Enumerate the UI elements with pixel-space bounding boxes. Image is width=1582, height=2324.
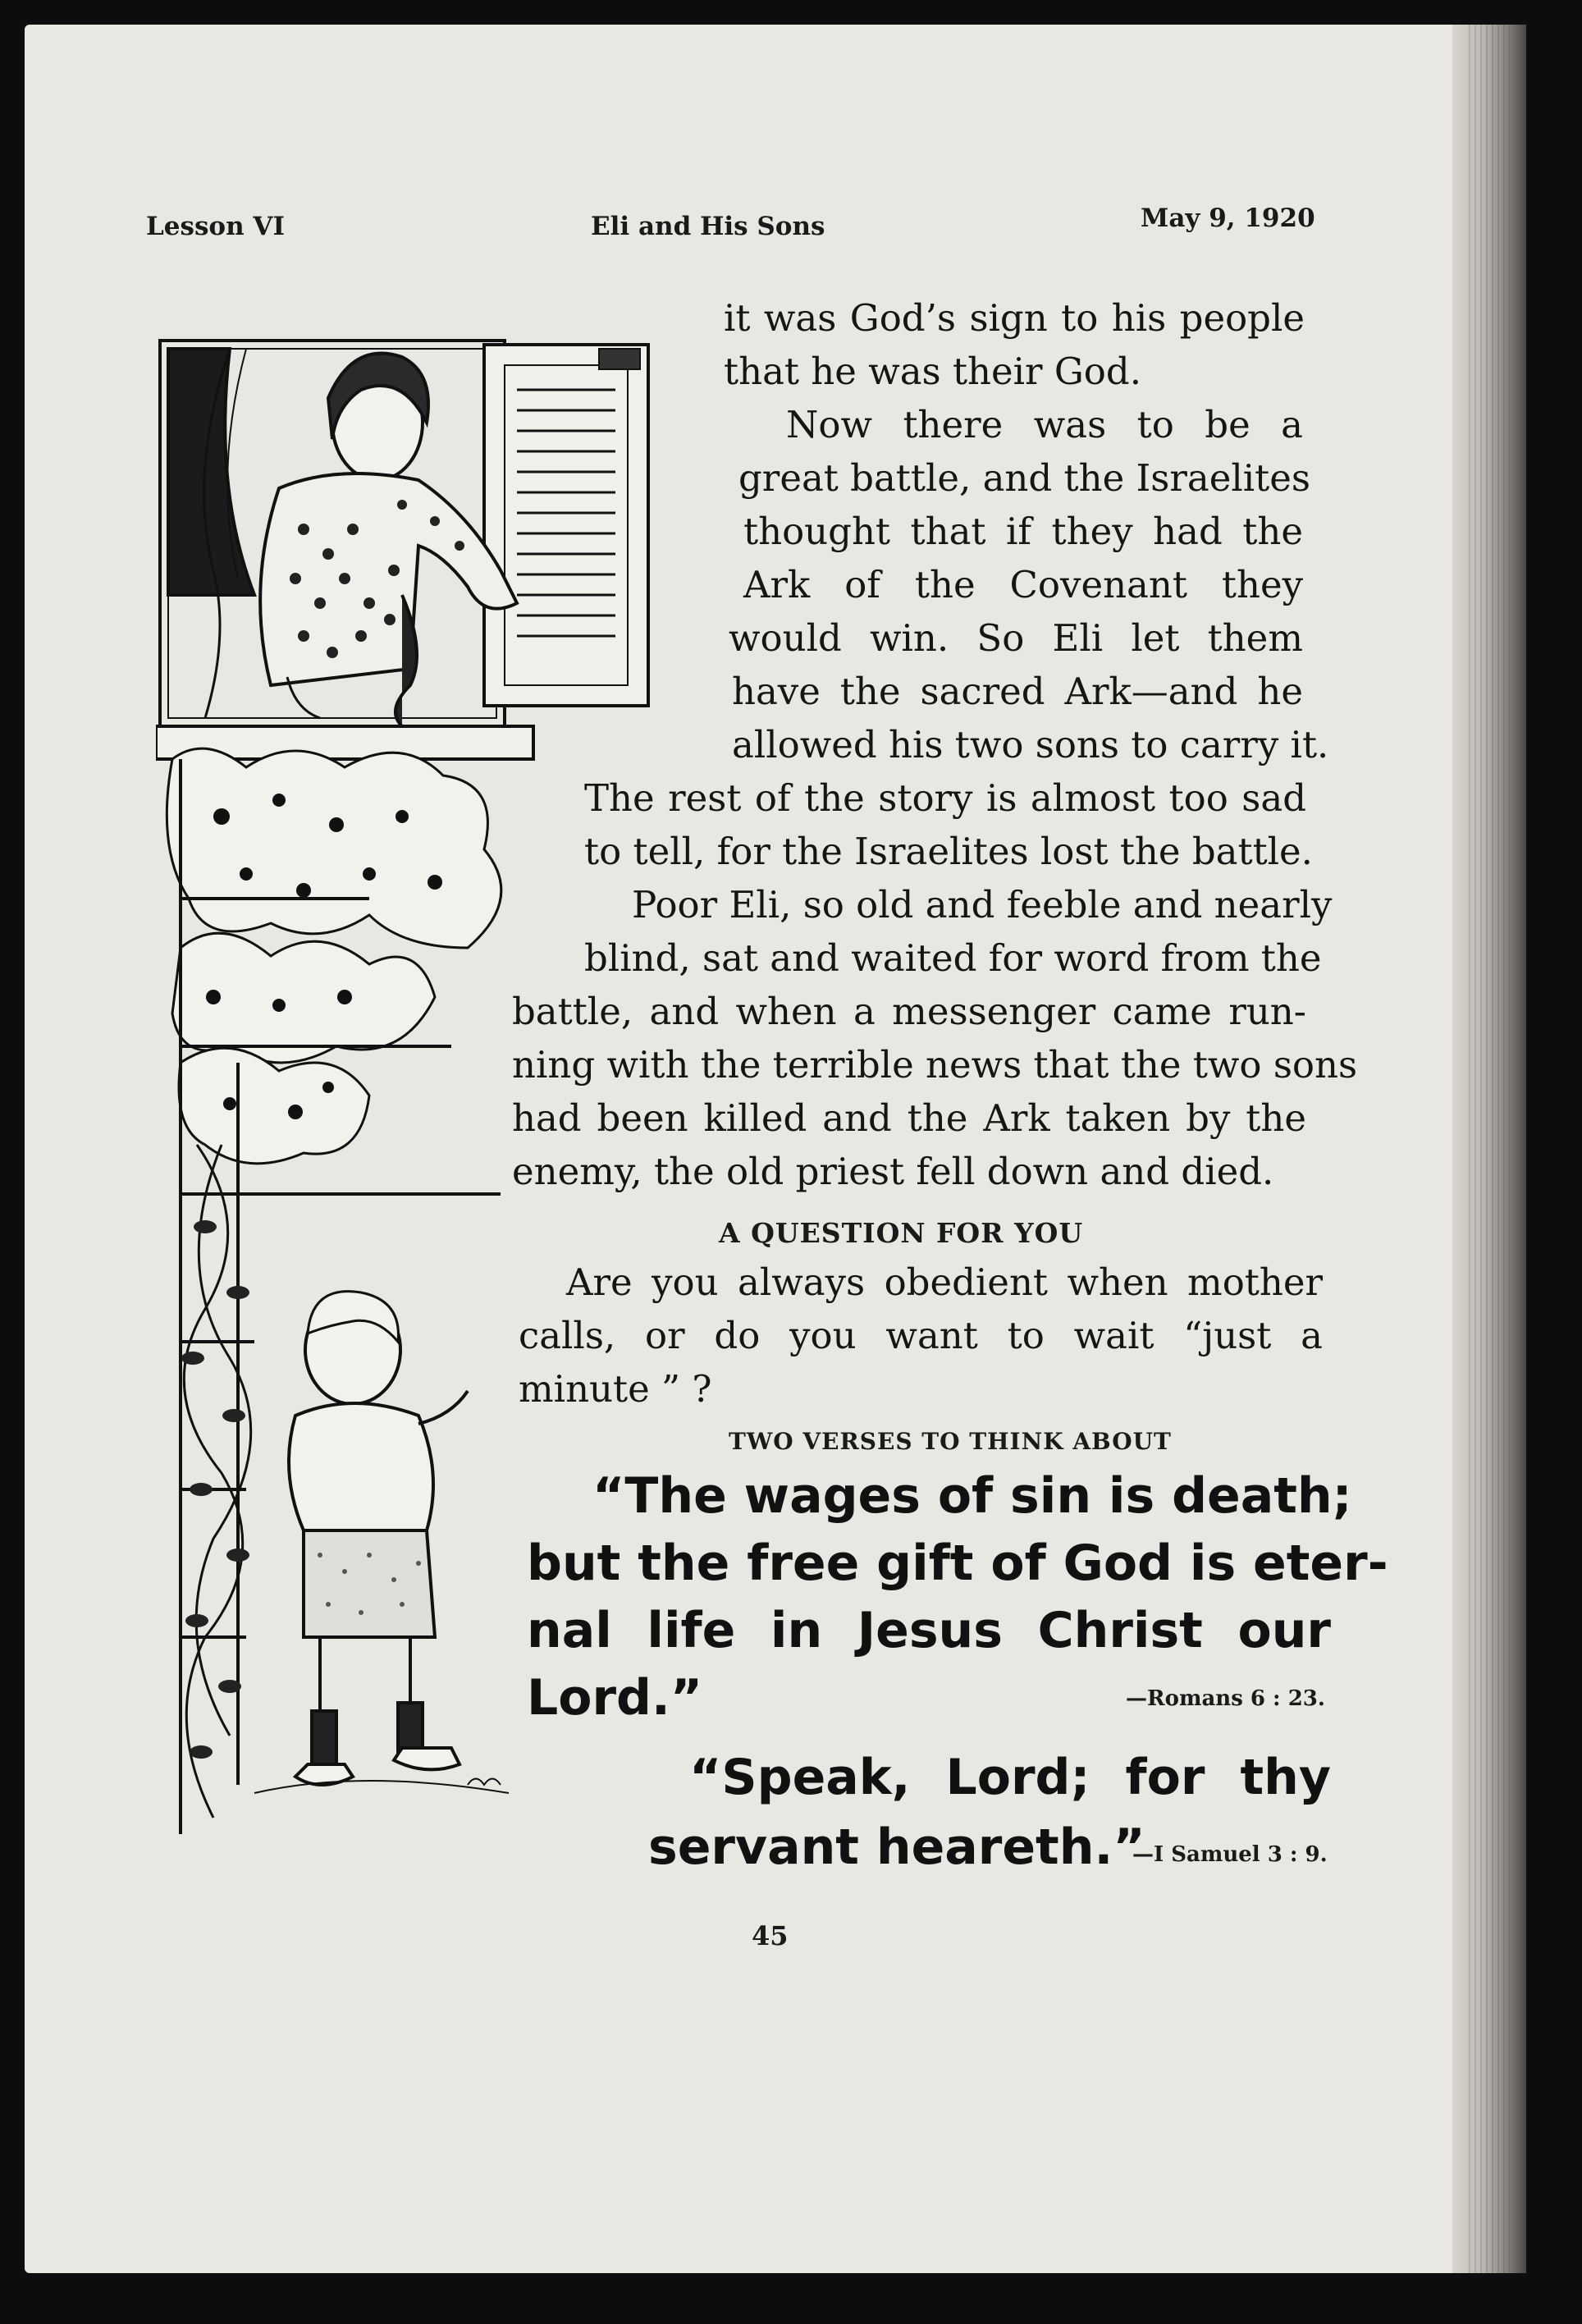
story-line: great battle, and the Israelites xyxy=(738,456,1310,500)
page-number: 45 xyxy=(752,1920,789,1951)
story-line: have the sacred Ark—and he xyxy=(732,670,1303,713)
story-line: blind, sat and waited for word from the xyxy=(584,936,1322,980)
story-line: Now there was to be a xyxy=(786,403,1303,446)
story-line: enemy, the old priest fell down and died. xyxy=(512,1150,1274,1193)
question-line: calls, or do you want to wait “just a xyxy=(519,1314,1323,1357)
story-line: thought that if they had the xyxy=(743,510,1303,553)
verse-1-line: nal life in Jesus Christ our xyxy=(527,1602,1331,1659)
verse-2-line: “Speak, Lord; for thy xyxy=(689,1749,1331,1806)
book-page-edge xyxy=(1452,25,1526,2273)
lesson-date: May 9, 1920 xyxy=(1141,204,1315,233)
question-heading: A QUESTION FOR YOU xyxy=(719,1217,1084,1249)
question-line: Are you always obedient when mother xyxy=(566,1260,1323,1304)
story-line: that he was their God. xyxy=(724,350,1141,393)
story-line: The rest of the story is almost too sad xyxy=(584,776,1306,820)
story-line: allowed his two sons to carry it. xyxy=(732,723,1329,766)
story-line: battle, and when a messenger came run- xyxy=(512,990,1306,1033)
story-line: had been killed and the Ark taken by the xyxy=(512,1096,1306,1140)
lesson-title: Eli and His Sons xyxy=(591,212,825,241)
question-line: minute ” ? xyxy=(519,1367,712,1411)
story-line: ning with the terrible news that the two sons xyxy=(512,1043,1358,1087)
story-line: would win. So Eli let them xyxy=(729,616,1303,660)
verse-2-line: servant heareth.” xyxy=(648,1818,1145,1876)
story-line: to tell, for the Israelites lost the battle. xyxy=(584,830,1313,873)
story-line: Ark of the Covenant they xyxy=(743,563,1303,606)
verse-1-line: Lord.” xyxy=(527,1669,703,1727)
verse-1-citation: —Romans 6 : 23. xyxy=(1126,1686,1325,1711)
verse-1-line: but the free gift of God is eter- xyxy=(527,1535,1388,1592)
lesson-label: Lesson VI xyxy=(146,212,285,241)
running-header xyxy=(0,204,1582,253)
verse-2-citation: —I Samuel 3 : 9. xyxy=(1132,1842,1328,1867)
story-line: it was God’s sign to his people xyxy=(724,296,1305,340)
verses-heading: TWO VERSES TO THINK ABOUT xyxy=(729,1428,1172,1455)
verse-1-line: “The wages of sin is death; xyxy=(592,1467,1352,1525)
story-line: Poor Eli, so old and feeble and nearly xyxy=(632,883,1333,926)
